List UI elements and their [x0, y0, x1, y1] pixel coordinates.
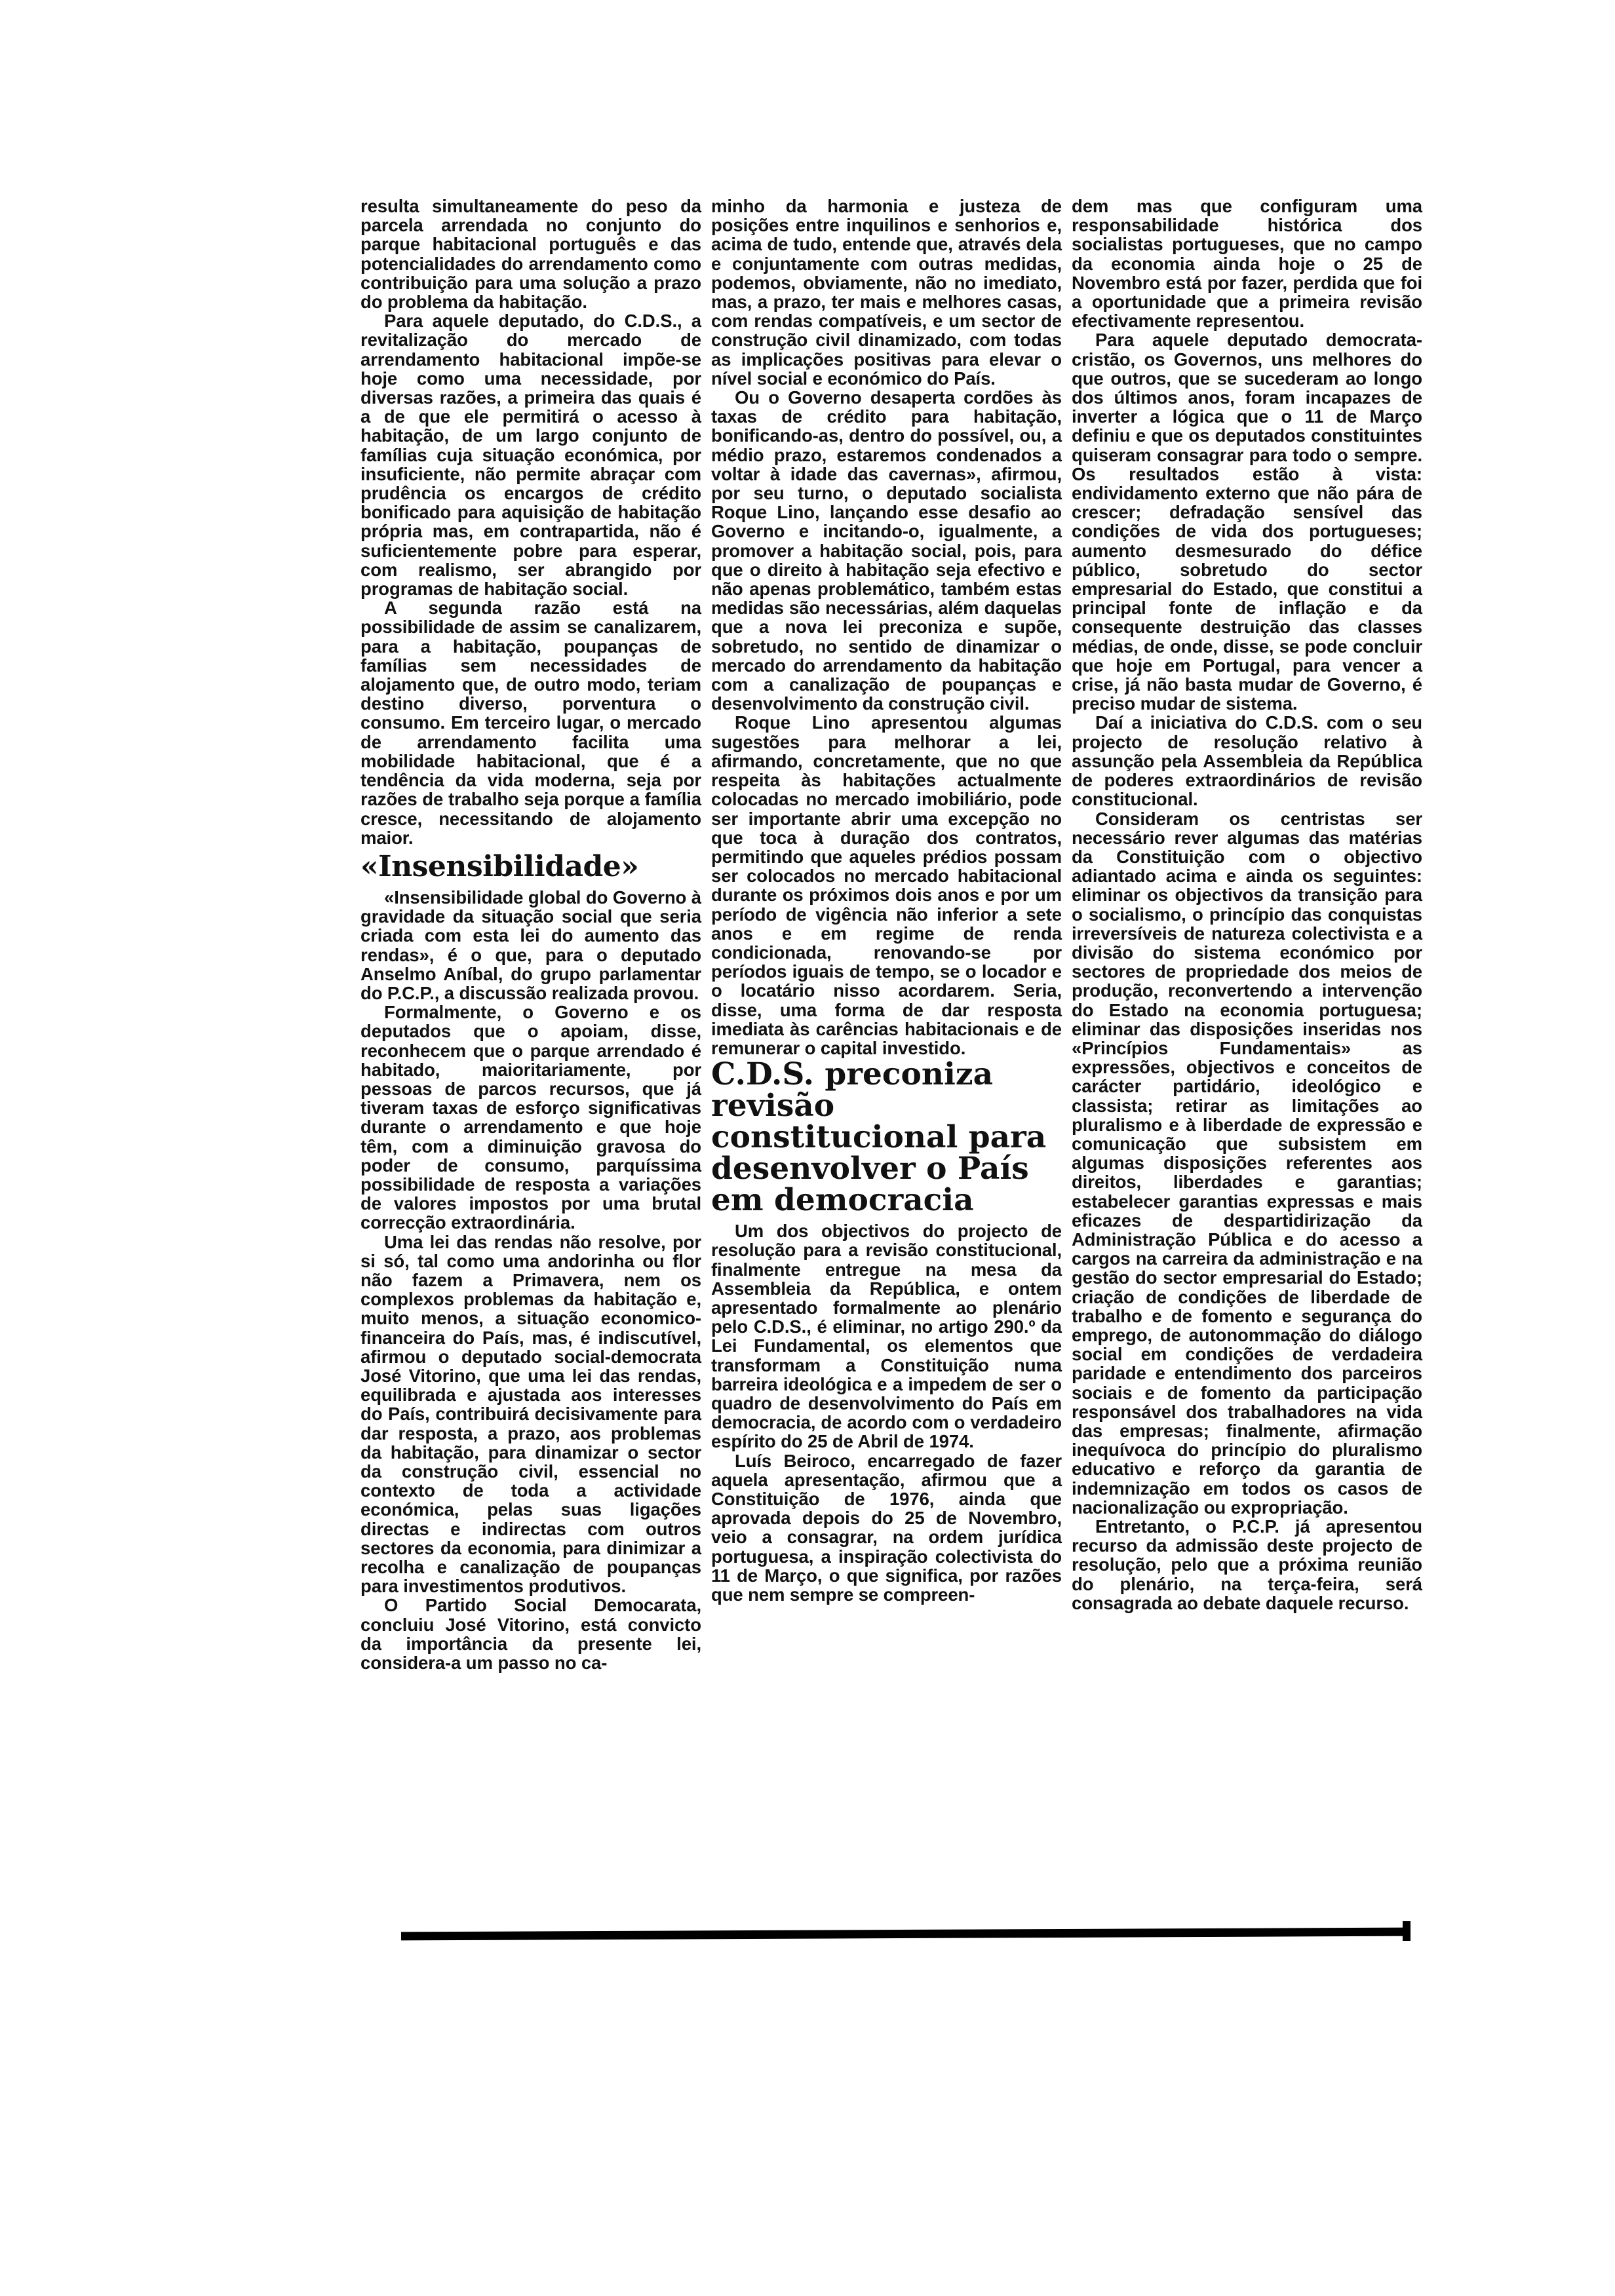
headline-cds: C.D.S. preconiza revisão constitucional para desenvolver o País em democracia [711, 1056, 1047, 1219]
subheading-insensibilidade: «Insensibilidade» [360, 849, 639, 883]
column-1 [360, 197, 701, 1672]
paragraph: Para aquele deputado democrata-cristão, os Governos, uns melhores do que outros, que se sucederam ao longo dos últimos anos, foram incapazes de inverter a lógica que o 11 de Março definiu e que os deputados constituintes quiseram consagrar para todo o sempre. Os resultados estão à vista: endividamento externo que não pára de crescer; defradação sensível das condições de vida dos portugueses; aumento desmesurado do défice público, sobretudo do sector empresarial do Estado, que constitui a principal fonte de inflação e da consequente destruição das classes médias, de onde, disse, se pode concluir que hoje em Portugal, para vencer a crise, já não basta mudar de Governo, é preciso mudar de sistema. [1072, 330, 1422, 714]
paragraph: Ou o Governo desaperta cordões às taxas de crédito para habitação, bonificando-as, dentro do possível, ou, a médio prazo, estaremos condenados a voltar à idade das cavernas», afirmou, por seu turno, o deputado socialista Roque Lino, lançando esse desafio ao Governo e incitando-o, igualmente, a promover a habitação social, pois, para que o direito à habitação seja efectivo e não apenas problemático, também estas medidas são necessárias, além daquelas que a nova lei preconiza e supõe, sobretudo, no sentido de dinamizar o mercado do arrendamento da habitação com a canalização de poupanças e desenvolvimento da construção civil. [711, 387, 1062, 714]
column-3 [1072, 197, 1422, 1613]
paragraph: Luís Beiroco, encarregado de fazer aquela apresentação, afirmou que a Constituição de 1976, ainda que aprovada depois do 25 de Novembro, veio a consagrar, na ordem jurídica portuguesa, a inspiração colectivista do 11 de Março, o que significa, por razões que nem sempre se compreen- [711, 1450, 1062, 1605]
paragraph: minho da harmonia e justeza de posições entre inquilinos e senhorios e, acima de tudo, entende que, através dela e conjuntamente com outras medidas, podemos, obviamente, não no imediato, mas, a prazo, ter mais e melhores casas, com rendas compatíveis, e um sector de construção civil dinamizado, com todas as implicações positivas para elevar o nível social e económico do País. [711, 196, 1062, 389]
paragraph: Consideram os centristas ser necessário rever algumas das matérias da Constituição com o objectivo adiantado acima e ainda os seguintes: eliminar os objectivos da transição para o socialismo, o princípio das conquistas irreversíveis de natureza colectivista e a divisão do sistema económico por sectores de propriedade dos meios de produção, reconvertendo a intervenção do Estado na economia portuguesa; eliminar das disposições inseridas nos «Princípios Fundamentais» as expressões, objectivos e conceitos de carácter partidário, ideológico e classista; retirar as limitações ao pluralismo e à liberdade de expressão e comunicação que subsistem em algumas disposições referentes aos direitos, liberdades e garantias; estabelecer garantias expressas e mais eficazes de despartidirização da Administração Pública e do acesso a cargos na carreira da administração e na gestão do sector empresarial do Estado; criação de condições de liberdade de trabalho e de fomento e segurança do emprego, de autonommação do diálogo social em condições de verdadeira paridade e entendimento dos parceiros sociais e de fomento da participação responsável dos trabalhadores na vida das empresas; finalmente, afirmação inequívoca do princípio do pluralismo educativo e reforço da garantia de indemnização em todos os casos de nacionalização ou expropriação. [1072, 808, 1422, 1518]
newspaper-clipping [360, 197, 1429, 1926]
paragraph: Daí a iniciativa do C.D.S. com o seu projecto de resolução relativo à assunção pela Assembleia da República de poderes extraordinários de revisão constitucional. [1072, 712, 1422, 810]
paragraph: Uma lei das rendas não resolve, por si só, tal como uma andorinha ou flor não fazem a Primavera, nem os complexos problemas da habitação e, muito menos, a situação economico-financeira do País, mas, é indiscutível, afirmou o deputado social-democrata José Vitorino, que uma lei das rendas, equilibrada e ajustada aos interesses do País, contribuirá decisivamente para dar resposta, a prazo, aos problemas da habitação, para dinamizar o sector da construção civil, essencial no contexto de toda a actividade económica, pelas suas ligações directas e indirectas com outros sectores da economia, para dinimizar a recolha e canalização de poupanças para investimentos produtivos. [360, 1231, 701, 1597]
paragraph: Roque Lino apresentou algumas sugestões para melhorar a lei, afirmando, concretamente, que no que respeita às habitações actualmente colocadas no mercado imobiliário, pode ser importante abrir uma excepção no que toca à duração dos contratos, permitindo que aqueles prédios possam ser colocados no mercado habitacional durante os próximos dois anos e por um período de vigência não inferior a sete anos e em regime de renda condicionada, renovando-se por períodos iguais de tempo, se o locador e o locatário nisso acordarem. Seria, disse, uma forma de dar resposta imediata às carências habitacionais e de remunerar o capital investido. [711, 712, 1062, 1058]
paragraph: «Insensibilidade global do Governo à gravidade da situação social que seria criada com esta lei do aumento das rendas», é o que, para o deputado Anselmo Aníbal, do grupo parlamentar do P.C.P., a discussão realizada provou. [360, 887, 701, 1003]
paragraph: dem mas que configuram uma responsabilidade histórica dos socialistas portugueses, que no campo da economia ainda hoje o 25 de Novembro está por fazer, perdida que foi a oportunidade que a primeira revisão efectivamente representou. [1072, 196, 1422, 332]
bottom-rule-end [1403, 1921, 1411, 1941]
paragraph: Formalmente, o Governo e os deputados que o apoiam, disse, reconhecem que o parque arrendado é habitado, maioritariamente, por pessoas de parcos recursos, que já tiveram taxas de esforço significativas durante o arrendamento e que hoje têm, com a diminuição gravosa do poder de consumo, parquíssima possibilidade de resposta a variações de valores impostos por uma brutal correcção extraordinária. [360, 1002, 701, 1233]
paragraph: Um dos objectivos do projecto de resolução para a revisão constitucional, finalmente entregue na mesa da Assembleia da República, e ontem apresentado formalmente ao plenário pelo C.D.S., é eliminar, no artigo 290.º da Lei Fundamental, os elementos que transformam a Constituição numa barreira ideológica e a impedem de ser o quadro de desenvolvimento do País em democracia, de acordo com o verdadeiro espírito do 25 de Abril de 1974. [711, 1221, 1062, 1452]
column-2 [711, 197, 1062, 1604]
bottom-rule [401, 1928, 1411, 1941]
paragraph: A segunda razão está na possibilidade de assim se canalizarem, para a habitação, poupanças de famílias sem necessidades de alojamento que, de outro modo, teriam destino diverso, porventura o consumo. Em terceiro lugar, o mercado de arrendamento facilita uma mobilidade habitacional, que é a tendência da vida moderna, seja por razões de trabalho seja porque a família cresce, necessitando de alojamento maior. [360, 598, 701, 848]
paragraph: Para aquele deputado, do C.D.S., a revitalização do mercado de arrendamento habitacional impõe-se hoje como uma necessidade, por diversas razões, a primeira das quais é a de que ele permitirá o acesso à habitação, de um largo conjunto de famílias cuja situação económica, por insuficiente, não permite abraçar com prudência os encargos de crédito bonificado para aquisição de habitação própria mas, em contrapartida, não é suficientemente pobre para esperar, com realismo, ser abrangido por programas de habitação social. [360, 311, 701, 600]
paragraph: O Partido Social Democarata, concluiu José Vitorino, está convicto da importância da presente lei, considera-a um passo no ca- [360, 1595, 701, 1674]
paragraph: resulta simultaneamente do peso da parcela arrendada no conjunto do parque habitacional português e das potencialidades do arrendamento como contribuição para uma solução a prazo do problema da habitação. [360, 196, 701, 313]
paragraph: Entretanto, o P.C.P. já apresentou recurso da admissão deste projecto de resolução, pelo que a próxima reunião do plenário, na terça-feira, será consagrada ao debate daquele recurso. [1072, 1516, 1422, 1613]
